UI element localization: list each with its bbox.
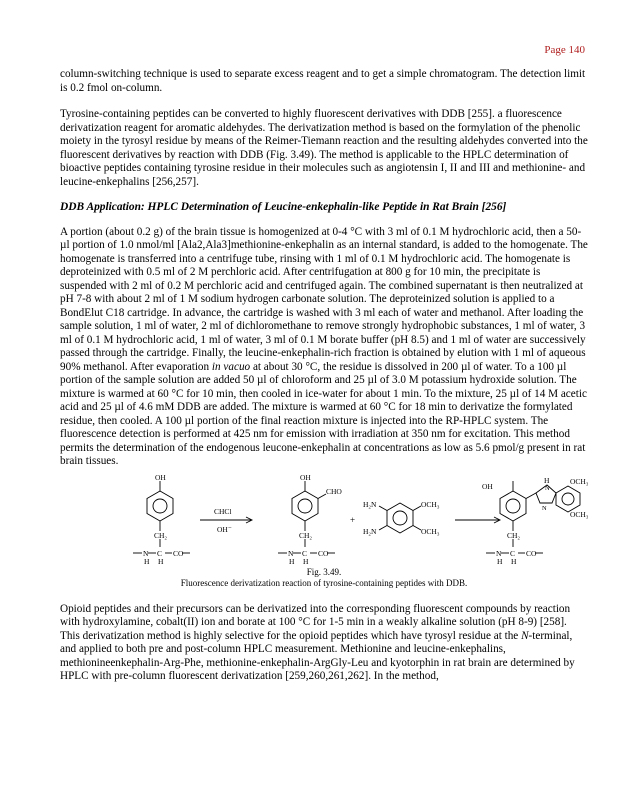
mol2-h-label: H <box>289 556 295 565</box>
benzene-ring-product <box>500 491 526 521</box>
mol1-co-label: CO <box>173 548 184 558</box>
page-number: Page 140 <box>544 44 585 56</box>
reagent-oh-label: OH⁻ <box>217 524 232 534</box>
mol2-ch2-label: CH₂ <box>299 530 313 540</box>
paragraph-4-italic: N <box>521 629 529 642</box>
mol1-c-label: C <box>157 548 163 558</box>
aromatic-circle-1 <box>153 499 167 513</box>
product-c-label: C <box>510 548 516 558</box>
mol2-co-label: CO <box>318 548 329 558</box>
product-h-label: H <box>544 475 550 485</box>
paragraph-3-italic: in vacuo <box>211 360 251 373</box>
paragraph-4-part-b: -terminal, and applied to both pre and post-column HPLC measurement. Methionine and leucine-enkephalins, methionineenkephalin-Arg-Phe, methionine-enkephalin-ArgGly-Leu and kyotorphin in rat brain are determined by HPLC with pre-column fluorescent derivatization [259,260,261,262]. In the method, <box>60 629 575 682</box>
mol1-n-label: N <box>143 548 149 558</box>
benzene-ring-1 <box>147 491 173 521</box>
aromatic-circle-2 <box>298 499 312 513</box>
paragraph-4-part-a: Opioid peptides and their precursors can be derivatized into the corresponding fluorescent compounds by reaction with hydroxylamine, cobalt(II) ion and borate at 100 °C for 1-5 min in a weakly alkaline solution (pH 8-9) [258]. This derivatization method is highly selective for the opioid peptides which have tyrosyl residue at the <box>60 602 571 642</box>
product-h-bottom-label: H <box>497 556 503 565</box>
benzene-ring-benzimidazole <box>556 486 580 512</box>
plus-sign: + <box>350 514 356 525</box>
benzene-ring-2 <box>292 491 318 521</box>
aromatic-circle-ddb <box>393 511 407 525</box>
ddb-h2n-bottom-label: H₂N <box>363 526 377 536</box>
mol1-h2-label: H <box>158 556 164 565</box>
product-n-label: N <box>496 548 502 558</box>
paragraph-4 <box>60 603 588 684</box>
product-co-label: CO <box>526 548 537 558</box>
section-heading: DDB Application: HPLC Determination of Leucine-enkephalin-like Peptide in Rat Brain [256] <box>60 201 507 213</box>
product-och3-top-label: OCH₃ <box>570 476 588 486</box>
mol1-oh-label: OH <box>155 474 166 482</box>
mol2-h2-label: H <box>303 556 309 565</box>
paragraph-3-part-b: at about 30 °C, the residue is dissolved in 200 µl of water. To a 100 µl portion of the sample solution are added 50 µl of chloroform and 25 µl of 3.0 M potassium hydroxide solution. The mixture is warmed at 60 °C for 10 min, then cooled in ice-water for about 1 min. To the mixture, 25 µl of 14 M acetic acid and 25 µl of 4.6 mM DDB are added. The mixture is warmed at 60 °C for 18 min to derivatize the formylated residue, then cooled. A 100 µl portion of the final reaction mixture is injected into the RP-HPLC system. The fluorescence detection is performed at 425 nm for emission with irradiation at 350 nm for excitation. This method permits the determination of the endogenous leucone-enkephalin at concentrations as low as 5.6 pmol/g present in rat brain tissues. <box>60 360 587 467</box>
reaction-scheme-drawing <box>60 475 588 565</box>
mol1-h-label: H <box>144 556 150 565</box>
paragraph-3-part-a: A portion (about 0.2 g) of the brain tissue is homogenized at 0-4 °C with 3 ml of 0.1 M hydrochloric acid, then a 50-µl portion of 1.0 nmol/ml [Ala2,Ala3]methionine-enkephalin as an internal standard, is added to the homogenate. The homogenate is transferred into a centrifuge tube, rinsing with 1 ml of 0.1 M hydrochloric acid. The homogenate is deproteinized with 0.5 ml of 2 M perchloric acid. After centrifugation at 800 g for 10 min, the precipitate is suspended with 2 ml of 0.2 M perchloric acid and centrifuged again. The combined supernatant is then neutralized at pH 7-8 with about 2 ml of 1 M sodium hydrogen carbonate solution. The deproteinized solution is applied to a BondElut C18 cartridge. In advance, the cartridge is washed with 3 ml each of water and methanol. After loading the sample solution, 1 ml of water, 2 ml of dichloromethane to remove strongly hydrophobic substances, 1 ml of water, 3 ml of 0.1 M hydrochloric acid, 1 ml of water, 3 ml of 0.1 M borate buffer (pH 8.5) and 1 ml of water are successively passed through the cartridge. Finally, the leucine-enkephalin-rich fraction is obtained by elution with 1 ml of aqueous 90% methanol. After evaporation <box>60 225 588 373</box>
page-content <box>60 68 588 684</box>
mol2-c-label: C <box>302 548 308 558</box>
paragraph-3 <box>60 226 588 469</box>
paragraph-1: column-switching technique is used to separate excess reagent and to get a simple chromatogram. The detection limit is 0.2 fmol on-column. <box>60 68 586 94</box>
product-n-bottom-label: N <box>542 504 547 512</box>
ddb-h2n-top-label: H₂N <box>363 499 377 509</box>
reagent-chcl-label: CHCl <box>214 506 232 516</box>
product-ch2-label: CH₂ <box>507 530 521 540</box>
product-oh-label: OH <box>482 481 493 491</box>
benzene-ring-ddb <box>387 503 413 533</box>
product-och3-bottom-label: OCH₃ <box>570 509 588 519</box>
figure-caption: Fluorescence derivatization reaction of tyrosine-containing peptides with DDB. <box>180 577 468 588</box>
aromatic-circle-product <box>506 499 520 513</box>
figure-label: Fig. 3.49. <box>306 566 342 577</box>
reaction-scheme <box>60 475 588 565</box>
mol2-cho-label: CHO <box>326 486 342 496</box>
ddb-och3-bottom-label: OCH₃ <box>421 526 440 536</box>
ddb-och3-top-label: OCH₃ <box>421 499 440 509</box>
mol1-ch2-label: CH₂ <box>154 530 168 540</box>
product-n-top-label: N <box>545 484 550 492</box>
mol2-oh-label: OH <box>300 474 311 482</box>
mol2-n-label: N <box>288 548 294 558</box>
product-h2-label: H <box>511 556 517 565</box>
paragraph-2: Tyrosine-containing peptides can be converted to highly fluorescent derivatives with DDB [255]. a fluorescence derivatization reagent for aromatic aldehydes. The derivatization method is based on the formylation of the phenolic moiety in the tyrosyl residue by means of the Reimer-Tiemann reaction and the resulting aldehydes converted into the fluorescent derivatives by reaction with DDB (Fig. 3.49). The method is applicable to the HPLC determination of bioactive peptides containing tyrosine residue in their molecules such as angiotensin I, II and III and methionine- and leucine-enkephalins [256,257]. <box>60 108 588 188</box>
